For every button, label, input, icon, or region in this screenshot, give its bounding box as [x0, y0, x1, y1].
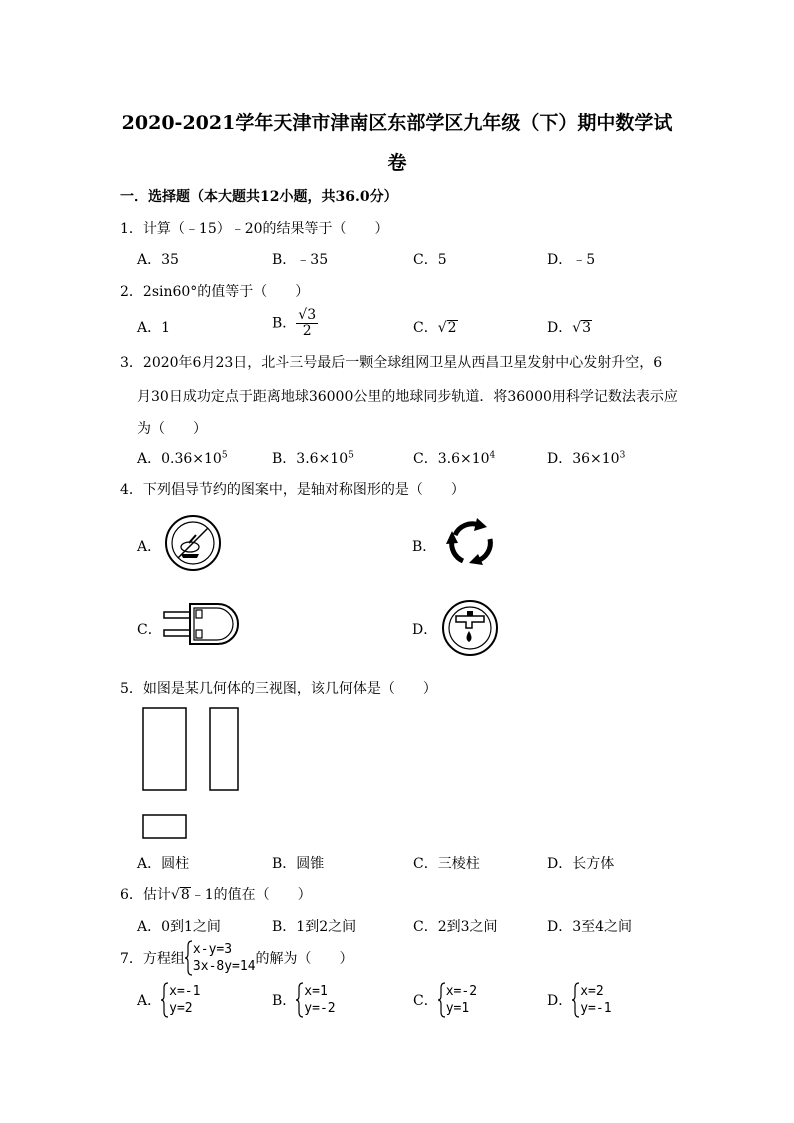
q4-option-c-label: C．	[137, 622, 162, 638]
q5-option-d: D．长方体	[547, 856, 615, 872]
q4-option-b-label: B．	[412, 539, 437, 555]
paper-title-line2: 卷	[387, 152, 407, 174]
q5-option-a: A．圆柱	[137, 856, 190, 872]
question-3-line1: 3．2020年6月23日，北斗三号最后一颗全球组网卫星从西昌卫星发射中心发射升空，6	[120, 355, 663, 371]
q2-option-b: B． $\frac{√3}{2}$	[272, 307, 317, 339]
q3-option-c: C．$3.6\times 10^4$	[413, 450, 496, 467]
q7-option-b: B．x=1 y=-2	[272, 984, 336, 1016]
question-3-line2: 月30日成功定点于距离地球36000公里的地球同步轨道．将36000用科学记数法表示应	[137, 389, 678, 405]
q1-option-b: B．﹣35	[272, 252, 329, 268]
question-6-stem: 6．估计√8﹣1的值在（ ）	[120, 887, 312, 903]
q3-option-d: D．$36\times 10^3$	[547, 450, 626, 467]
power-plug-icon	[160, 598, 250, 650]
q2-option-c: C．√2	[413, 320, 457, 336]
q3-option-a: A．$0.36\times 10^5$	[137, 450, 228, 467]
q7-option-c: C．x=-2 y=1	[413, 984, 478, 1016]
q2-b-numerator: √3	[298, 307, 317, 323]
section-heading: 一．选择题（本大题共12小题，共36.0分）	[120, 189, 398, 205]
question-2-stem: 2．2sin60°的值等于（ ）	[120, 284, 310, 300]
q6-option-b: B．1到2之间	[272, 919, 357, 935]
recycle-arrows-icon	[441, 513, 501, 573]
paper-title-line1: 2020-2021学年天津市津南区东部学区九年级（下）期中数学试	[121, 112, 673, 134]
water-tap-sign-icon	[440, 598, 500, 658]
brace-icon	[161, 982, 169, 1018]
question-5-stem: 5．如图是某几何体的三视图，该几何体是（ ）	[120, 681, 437, 697]
q7-option-a: A．x=-1 y=2	[137, 984, 201, 1016]
q4-option-a-label: A．	[137, 539, 162, 555]
q1-option-c: C．5	[413, 252, 447, 268]
q7-option-d: D．x=2 y=-1	[547, 984, 612, 1016]
question-1-stem: 1．计算（﹣15）﹣20的结果等于（ ）	[120, 221, 389, 237]
q2-b-denominator: 2	[302, 323, 312, 339]
brace-icon	[438, 982, 446, 1018]
brace-icon	[572, 982, 580, 1018]
q2-option-a: A．1	[137, 320, 171, 336]
q7-system: x-y=3 3x-8y=14	[192, 942, 256, 974]
question-3-line3: 为（ ）	[137, 421, 207, 437]
q1-option-d: D．﹣5	[547, 252, 596, 268]
q4-option-d-label: D．	[412, 622, 438, 638]
question-7-stem: 7．方程组x-y=3 3x-8y=14的解为（ ）	[120, 942, 354, 974]
question-4-stem: 4．下列倡导节约的图案中，是轴对称图形的是（ ）	[120, 482, 465, 498]
q5-option-b: B．圆锥	[272, 856, 325, 872]
q3-option-b: B．$3.6\times 10^5$	[272, 450, 354, 467]
brace-icon	[185, 940, 193, 976]
q6-option-d: D．3至4之间	[547, 919, 633, 935]
q1-option-a: A．35	[137, 252, 179, 268]
no-hammer-sign-icon	[163, 513, 223, 573]
brace-icon	[296, 982, 304, 1018]
three-view-drawing	[140, 706, 250, 841]
q6-option-a: A．0到1之间	[137, 919, 221, 935]
q2-option-d: D．√3	[547, 320, 592, 336]
q6-option-c: C．2到3之间	[413, 919, 498, 935]
q5-option-c: C．三棱柱	[413, 856, 480, 872]
